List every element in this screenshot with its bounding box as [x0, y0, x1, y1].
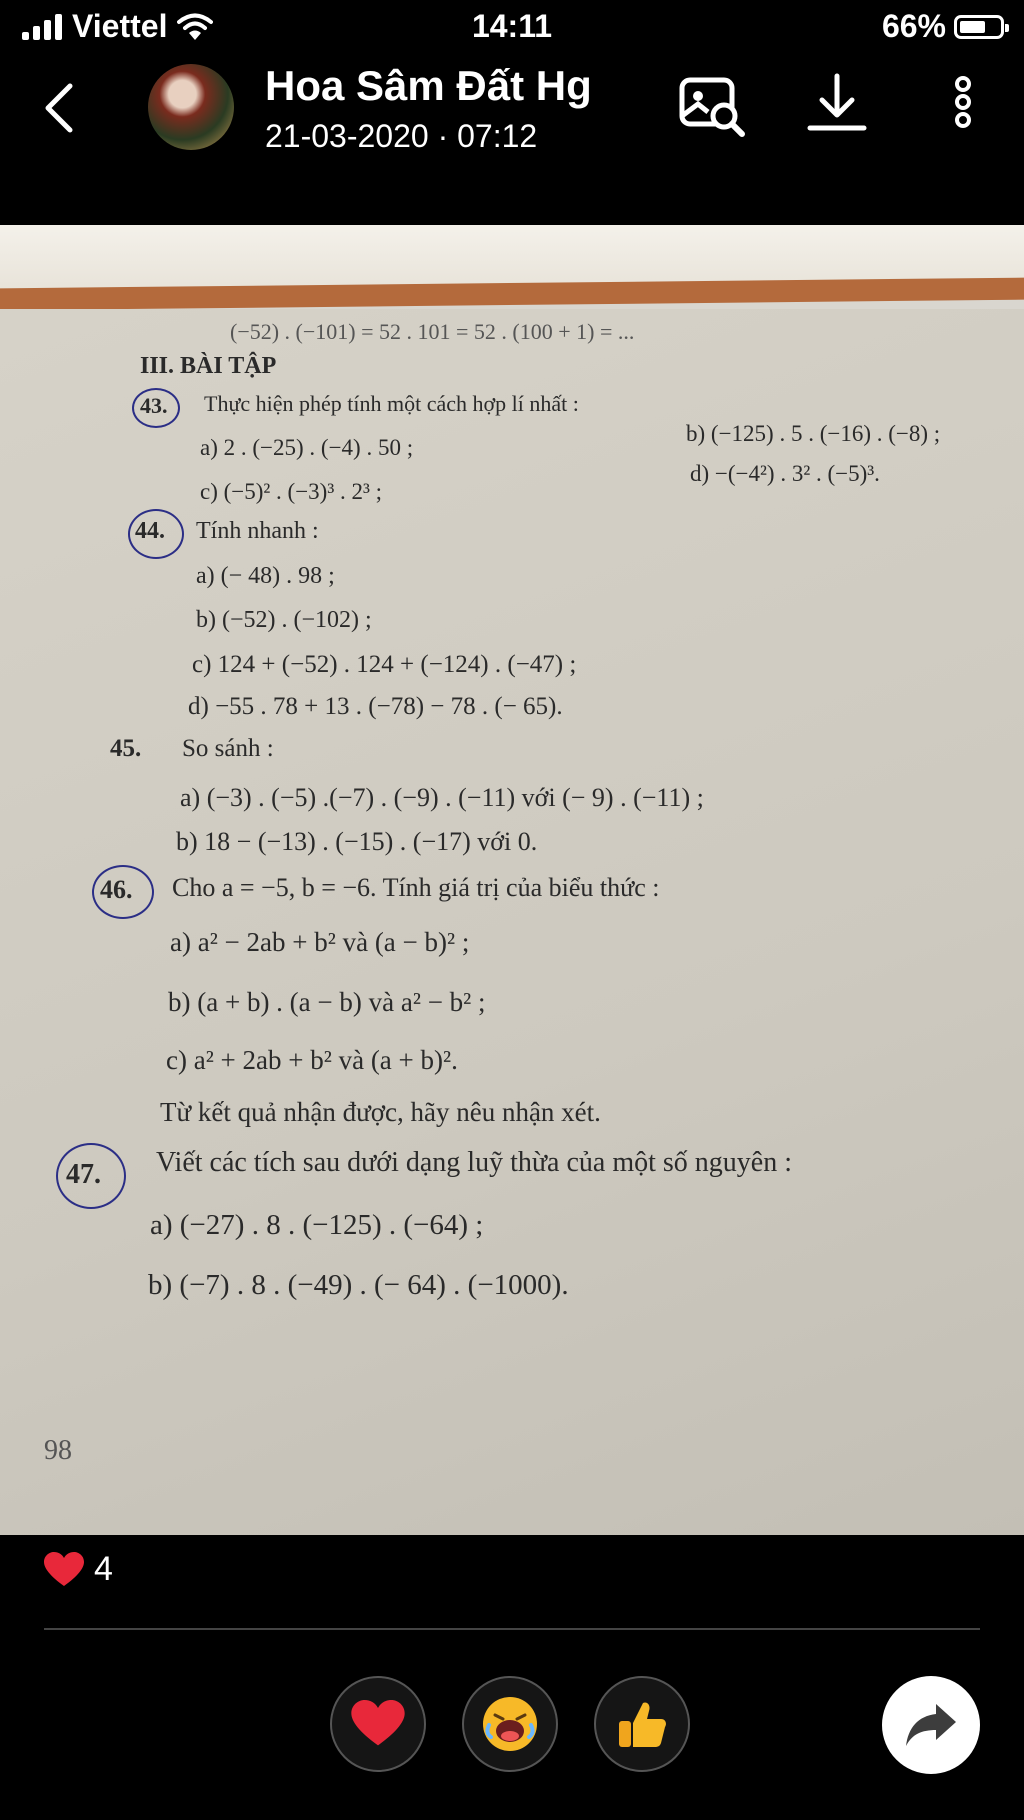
ex47-a: a) (−27) . 8 . (−125) . (−64) ; — [150, 1209, 484, 1241]
carrier-name: Viettel — [72, 8, 168, 44]
section-heading: III. BÀI TẬP — [140, 353, 277, 379]
cutoff-line: (−52) . (−101) = 52 . 101 = 52 . (100 + 1) = ... — [230, 319, 635, 344]
ex44-b: b) (−52) . (−102) ; — [196, 607, 372, 633]
clock: 14:11 — [471, 8, 553, 44]
download-icon[interactable] — [802, 70, 872, 142]
ex43-d: d) −(−4²) . 3² . (−5)³. — [690, 461, 880, 486]
chevron-left-icon[interactable] — [36, 78, 86, 138]
like-count: 4 — [94, 1550, 113, 1588]
battery-percent: 66% — [881, 8, 946, 44]
laugh-emoji-icon — [481, 1695, 539, 1753]
status-bar — [0, 0, 1024, 56]
ex45-b: b) 18 − (−13) . (−15) . (−17) với 0. — [176, 827, 538, 856]
ex47-title: Viết các tích sau dưới dạng luỹ thừa của một số nguyên : — [156, 1147, 792, 1178]
divider — [44, 1628, 980, 1630]
ex44-number: 44. — [135, 518, 165, 544]
ex44-title: Tính nhanh : — [196, 518, 319, 544]
ex46-title: Cho a = −5, b = −6. Tính giá trị của biểu thức : — [172, 873, 660, 902]
ex47-b: b) (−7) . 8 . (−49) . (− 64) . (−1000). — [148, 1269, 569, 1301]
ex43-number: 43. — [140, 393, 168, 418]
heart-icon — [351, 1700, 405, 1748]
ex45-title: So sánh : — [182, 735, 274, 762]
photo[interactable] — [0, 225, 1024, 1535]
ex43-c: c) (−5)² . (−3)³ . 2³ ; — [200, 479, 383, 504]
ex43-title: Thực hiện phép tính một cách hợp lí nhất : — [204, 391, 579, 416]
ex44-d: d) −55 . 78 + 13 . (−78) − 78 . (− 65). — [188, 693, 563, 720]
image-search-icon[interactable] — [676, 70, 748, 142]
ex46-b: b) (a + b) . (a − b) và a² − b² ; — [168, 987, 486, 1017]
more-vertical-icon[interactable] — [948, 70, 978, 142]
author-name[interactable]: Hoa Sâm Đất Hg — [265, 62, 592, 109]
ex46-c: c) a² + 2ab + b² và (a + b)². — [166, 1045, 458, 1075]
ex47-number: 47. — [66, 1159, 101, 1190]
ex46-a: a) a² − 2ab + b² và (a − b)² ; — [170, 927, 470, 957]
ex45-number: 45. — [110, 735, 142, 762]
share-button[interactable] — [882, 1676, 980, 1774]
ex46-number: 46. — [100, 875, 133, 904]
like-summary[interactable] — [44, 1550, 113, 1589]
ex44-a: a) (− 48) . 98 ; — [196, 563, 335, 589]
battery — [882, 8, 1004, 45]
react-laugh-button[interactable] — [462, 1676, 558, 1772]
thumbs-up-icon — [615, 1697, 669, 1751]
ex43-a: a) 2 . (−25) . (−4) . 50 ; — [200, 435, 414, 460]
ex44-c: c) 124 + (−52) . 124 + (−124) . (−47) ; — [192, 651, 577, 678]
heart-icon — [44, 1552, 84, 1588]
ex43-b: b) (−125) . 5 . (−16) . (−8) ; — [686, 421, 941, 446]
battery-icon — [954, 15, 1004, 39]
share-arrow-icon — [904, 1702, 958, 1748]
book-page — [0, 309, 1024, 1535]
page-number: 98 — [44, 1435, 72, 1466]
ex45-a: a) (−3) . (−5) .(−7) . (−9) . (−11) với (− 9) . (−11) ; — [180, 783, 704, 812]
ex46-note: Từ kết quả nhận được, hãy nêu nhận xét. — [160, 1097, 601, 1127]
react-like-button[interactable] — [594, 1676, 690, 1772]
post-date: 21-03-2020 · 07:12 — [265, 118, 538, 154]
avatar[interactable] — [148, 64, 234, 150]
viewer-header — [0, 56, 1024, 166]
react-heart-button[interactable] — [330, 1676, 426, 1772]
